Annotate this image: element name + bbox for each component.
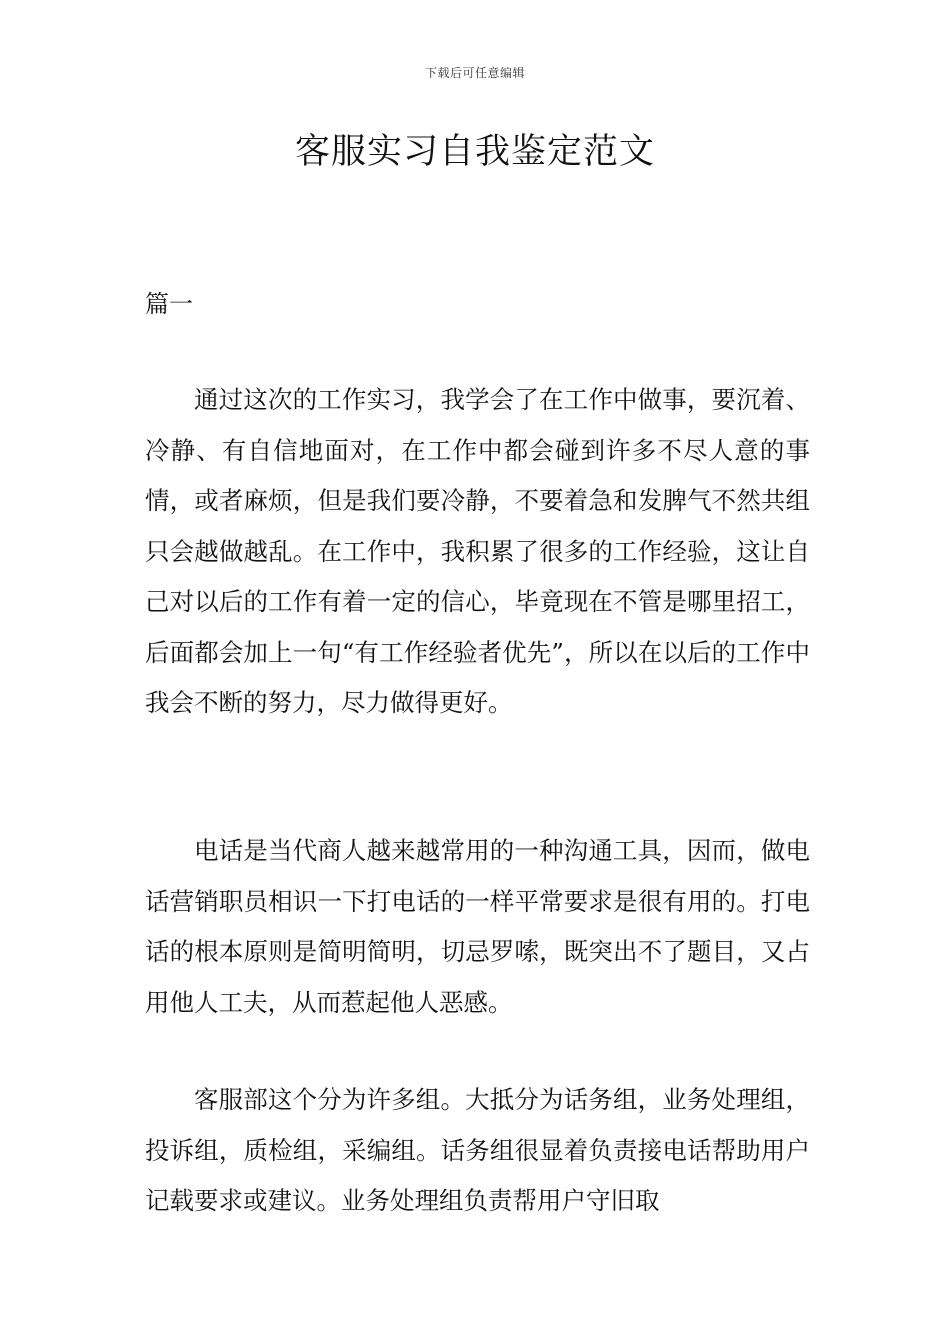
paragraph-3: 客服部这个分为许多组。大抵分为话务组，业务处理组，投诉组，质检组，采编组。话务组很显着负责接电话帮助用户记载要求或建议。业务处理组负责帮用户守旧取	[145, 1085, 810, 1215]
page-title: 客服实习自我鉴定范文	[294, 132, 655, 172]
section-label: 篇一	[145, 290, 193, 318]
paragraph-2: 电话是当代商人越来越常用的一种沟通工具，因而，做电话营销职员相识一下打电话的一样平常要求是很有用的。打电话的根本原则是简明简明，切忌罗嗦，既突出不了题目，又占用他人工夫，从而惹起他人恶感。	[145, 836, 810, 1017]
header-note: 下载后可任意编辑	[424, 66, 525, 80]
paragraph-1: 通过这次的工作实习，我学会了在工作中做事，要沉着、冷静、有自信地面对，在工作中都会碰到许多不尽人意的事情，或者麻烦，但是我们要冷静，不要着急和发脾气不然共组只会越做越乱。在工作中，我积累了很多的工作经验，这让自己对以后的工作有着一定的信心，毕竟现在不管是哪里招工，后面都会加上一句“有工作经验者优先”，所以在以后的工作中我会不断的努力，尽力做得更好。	[145, 385, 810, 717]
